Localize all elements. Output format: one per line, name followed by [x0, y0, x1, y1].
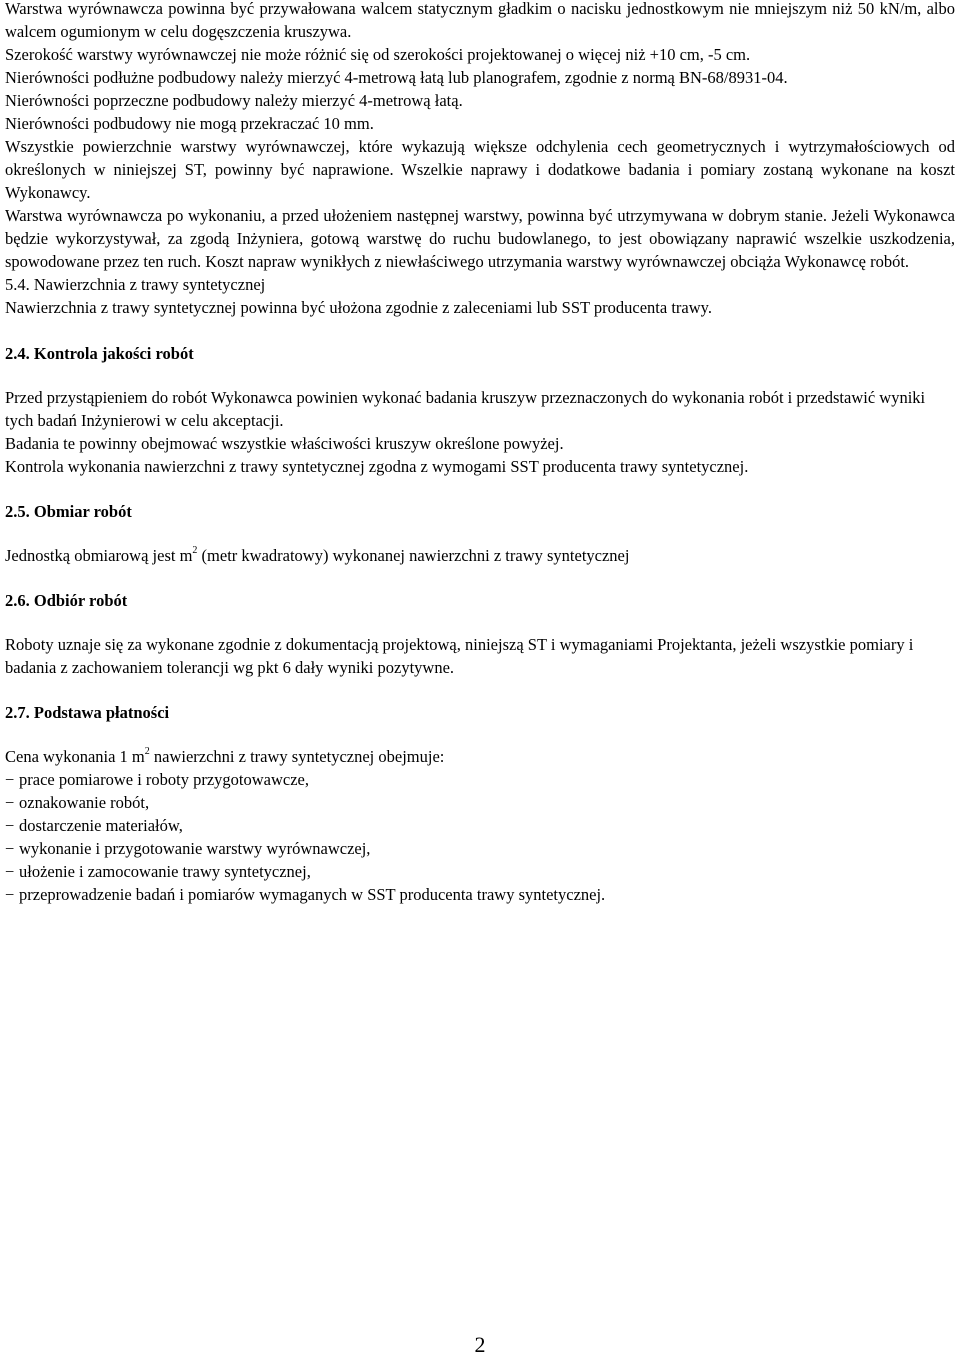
dash-bullet: −: [5, 793, 15, 812]
paragraph-longitudinal-unevenness: Nierówności podłużne podbudowy należy mierzyć 4-metrową łatą lub planografem, zgodnie z normą BN-68/8931-04.: [5, 68, 788, 87]
measurement-text-start: Jednostką obmiarową jest m: [5, 546, 193, 565]
list-item: [5, 837, 955, 860]
list-item-text: wykonanie i przygotowanie warstwy wyrównawczej,: [19, 839, 371, 858]
price-intro-superscript: 2: [144, 746, 150, 757]
subheading-synthetic-grass: 5.4. Nawierzchnia z trawy syntetycznej: [5, 275, 266, 294]
list-item-text: prace pomiarowe i roboty przygotowawcze,: [19, 770, 310, 789]
list-item-text: ułożenie i zamocowanie trawy syntetycznej,: [19, 862, 311, 881]
measurement-text-end: (metr kwadratowy) wykonanej nawierzchni z trawy syntetycznej: [197, 546, 630, 565]
list-item-text: dostarczenie materiałów,: [19, 816, 183, 835]
section-body-payment-basis: [5, 745, 955, 906]
paragraph-transverse-unevenness: Nierówności poprzeczne podbudowy należy mierzyć 4-metrową łatą.: [5, 91, 463, 110]
section-heading-acceptance: 2.6. Odbiór robót: [5, 591, 128, 610]
paragraph-unevenness-limit: Nierówności podbudowy nie mogą przekraczać 10 mm.: [5, 114, 374, 133]
dash-bullet: −: [5, 862, 15, 881]
paragraph-synthetic-grass: Nawierzchnia z trawy syntetycznej powinna być ułożona zgodnie z zaleceniami lub SST producenta trawy.: [5, 298, 712, 317]
section-body-acceptance: [5, 633, 955, 679]
list-item: [5, 860, 955, 883]
list-item-text: oznakowanie robót,: [19, 793, 150, 812]
list-item: [5, 883, 955, 906]
paragraph-width-tolerance: Szerokość warstwy wyrównawczej nie może różnić się od szerokości projektowanej o więcej niż +10 cm, -5 cm.: [5, 45, 751, 64]
paragraph-surface-control: Kontrola wykonania nawierzchni z trawy syntetycznej zgodna z wymogami SST producenta trawy syntetycznej.: [5, 457, 749, 476]
paragraph-aggregate-testing: Przed przystąpieniem do robót Wykonawca powinien wykonać badania kruszyw przeznaczonych do wykonania robót i przedstawić wyniki tych badań Inżynierowi w celu akceptacji.: [5, 388, 926, 430]
paragraph-acceptance: Roboty uznaje się za wykonane zgodnie z dokumentacją projektową, niniejszą ST i wymaganiami Projektanta, jeżeli wszystkie pomiary i badania z zachowaniem tolerancji wg pkt 6 dały wyniki pozytywne.: [5, 635, 914, 677]
top-text-block: [5, 0, 955, 319]
paragraph-repairs: Wszystkie powierzchnie warstwy wyrównawczej, które wykazują większe odchylenia cech geometrycznych i wytrzymałościowych od określonych w niniejszej ST, powinny być naprawione. Wszelkie naprawy i dodatkowe badania i pomiary zostaną wykonane na koszt Wykonawcy.: [5, 137, 955, 202]
paragraph-testing-scope: Badania te powinny obejmować wszystkie właściwości kruszyw określone powyżej.: [5, 434, 564, 453]
list-item-text: przeprowadzenie badań i pomiarów wymaganych w SST producenta trawy syntetycznej.: [19, 885, 606, 904]
price-intro-start: Cena wykonania 1 m: [5, 747, 145, 766]
section-heading-measurement: 2.5. Obmiar robót: [5, 502, 132, 521]
list-item: [5, 768, 955, 791]
dash-bullet: −: [5, 885, 15, 904]
paragraph-measurement-unit: [5, 544, 955, 567]
section-body-quality-control: [5, 386, 955, 478]
dash-bullet: −: [5, 816, 15, 835]
document-page: [5, 0, 955, 906]
dash-bullet: −: [5, 770, 15, 789]
paragraph-compaction: Warstwa wyrównawcza powinna być przywałowana walcem statycznym gładkim o nacisku jednostkowym nie mniejszym niż 50 kN/m, albo walcem ogumionym w celu dogęszczenia kruszywa.: [5, 0, 955, 41]
paragraph-price-intro: [5, 745, 955, 768]
section-heading-payment-basis: 2.7. Podstawa płatności: [5, 703, 170, 722]
page-number: 2: [474, 1332, 486, 1357]
section-heading-quality-control: 2.4. Kontrola jakości robót: [5, 344, 194, 363]
list-item: [5, 791, 955, 814]
price-intro-end: nawierzchni z trawy syntetycznej obejmuje:: [149, 747, 445, 766]
list-item: [5, 814, 955, 837]
paragraph-maintenance: Warstwa wyrównawcza po wykonaniu, a przed ułożeniem następnej warstwy, powinna być utrzymywana w dobrym stanie. Jeżeli Wykonawca będzie wykorzystywał, za zgodą Inżyniera, gotową warstwę do ruchu budowlanego, to jest obowiązany naprawić wszelkie uszkodzenia, spowodowane przez ten ruch. Koszt napraw wynikłych z niewłaściwego utrzymania warstwy wyrównawczej obciąża Wykonawcę robót.: [5, 206, 955, 271]
dash-bullet: −: [5, 839, 15, 858]
price-components-list: [5, 768, 955, 906]
section-body-measurement: [5, 544, 955, 567]
measurement-superscript: 2: [192, 545, 198, 556]
